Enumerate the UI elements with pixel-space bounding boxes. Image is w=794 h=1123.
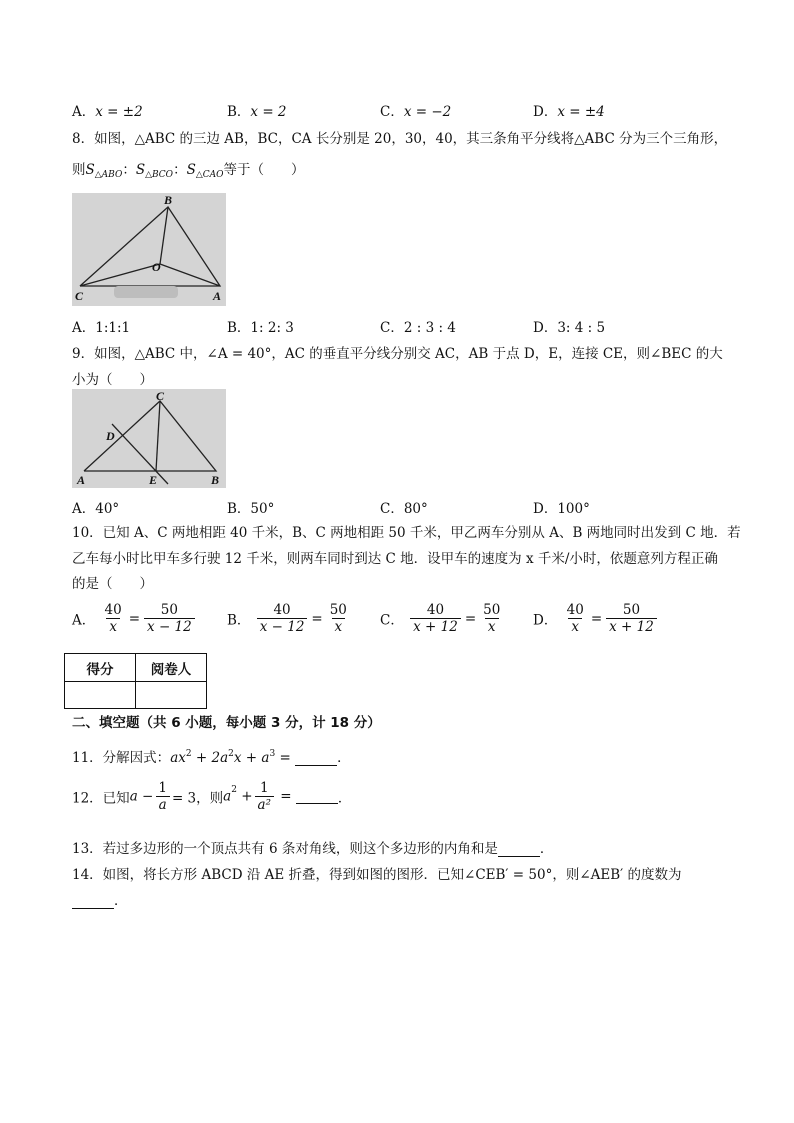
- q8-stem-line2: 则$S_{\triangle ABO}$：$S_{\triangle BCO}$：$S_{\triangle CAO}$等于（ ）: [72, 162, 305, 180]
- q10-d-left-fraction: $\frac{40}{x}$: [566, 602, 584, 635]
- q8-bisector-bo: [160, 207, 168, 264]
- q12-stem: 12．已知a − $\frac{1}{a}$ = 3，则$a^2$ + $\frac{1}{\text{a²}}$ = ．: [72, 780, 352, 813]
- q8-option-d[interactable]: D．3: 4 : 5: [533, 320, 606, 336]
- q9-option-c[interactable]: C．80°: [380, 501, 428, 517]
- q9-stem-line2: 小为（ ）: [72, 372, 153, 388]
- q14-stem-line1: 14．如图，将长方形 ABCD 沿 AE 折叠，得到如图的图形．已知∠CEB′ = 50°，则∠AEB′ 的度数为: [72, 867, 682, 883]
- q9-label-b: B: [211, 473, 220, 487]
- q9-stem-line1: 9．如图，△ABC 中，∠A = 40°，AC 的垂直平分线分别交 AC，AB 于点 D，E，连接 CE，则∠BEC 的大: [72, 346, 723, 362]
- q9-option-b[interactable]: B．50°: [227, 501, 275, 517]
- q10-option-c[interactable]: C． $\frac{40}{x + 12}$ = $\frac{50}{x}$: [380, 602, 505, 635]
- score-table: [64, 653, 207, 709]
- q14-answer-blank[interactable]: [72, 894, 114, 909]
- q9-triangle-abc: [84, 401, 216, 471]
- q8-bisector-ao: [160, 264, 220, 286]
- q13-stem: 13．若过多边形的一个顶点共有 6 条对角线，则这个多边形的内角和是 ．: [72, 841, 554, 857]
- q13-answer-blank[interactable]: [498, 842, 540, 857]
- q10-stem-line1: 10．已知 A、C 两地相距 40 千米，B、C 两地相距 50 千米，甲乙两车分别从 A、B 两地同时出发到 C 地．若: [72, 525, 741, 541]
- q10-option-b[interactable]: B． $\frac{40}{x - 12}$ = $\frac{50}{x}$: [227, 602, 352, 635]
- q9-figure: [72, 389, 226, 488]
- q12-answer-blank[interactable]: [296, 789, 338, 804]
- q9-option-a[interactable]: A．40°: [72, 501, 120, 517]
- q8-label-c: C: [75, 289, 84, 303]
- section-2-title: 二、填空题（共 6 小题，每小题 3 分，计 18 分）: [72, 715, 381, 731]
- q8-figure: [72, 193, 226, 306]
- q8-label-a: A: [213, 289, 222, 303]
- q8-triangle-abc: [80, 207, 220, 286]
- score-entry-cell[interactable]: [65, 682, 136, 709]
- q7-option-d[interactable]: D．x = ±4: [533, 104, 605, 120]
- q10-option-a[interactable]: A． $\frac{40}{x}$ = $\frac{50}{x - 12}$: [72, 602, 197, 635]
- q11-answer-blank[interactable]: [295, 751, 337, 766]
- q10-a-right-fraction: $\frac{50}{x - 12}$: [144, 602, 195, 635]
- score-table-header-row: [65, 654, 207, 682]
- q10-c-right-fraction: $\frac{50}{x}$: [483, 602, 501, 635]
- q8-triangle-diagram: [72, 193, 226, 306]
- q9-segment-ce: [156, 401, 160, 471]
- q8-option-b[interactable]: B．1: 2: 3: [227, 320, 294, 336]
- q10-b-left-fraction: $\frac{40}{x - 12}$: [257, 602, 308, 635]
- q10-a-left-fraction: $\frac{40}{x}$: [104, 602, 122, 635]
- grader-header-cell: 阅卷人: [136, 654, 207, 682]
- score-table-entry-row: [65, 682, 207, 709]
- grader-entry-cell[interactable]: [136, 682, 207, 709]
- q12-fraction-2: $\frac{1}{\text{a²}}$: [255, 780, 274, 813]
- q8-option-a[interactable]: A．1:1:1: [72, 320, 131, 336]
- q14-stem-line2: ．: [72, 889, 128, 909]
- q7-option-b[interactable]: B．x = 2: [227, 104, 287, 120]
- q10-option-d[interactable]: D． $\frac{40}{x}$ = $\frac{50}{x + 12}$: [533, 602, 659, 635]
- q9-option-d[interactable]: D．100°: [533, 501, 590, 517]
- q8-option-c[interactable]: C．2 : 3 : 4: [380, 320, 456, 336]
- q8-smudge: [114, 286, 178, 298]
- q9-label-a: A: [77, 473, 86, 487]
- q11-stem: 11．分解因式：$ax^2 + 2a^2x + a^3$ = ．: [72, 749, 351, 766]
- q8-stem-line1: 8．如图，△ABC 的三边 AB，BC，CA 长分别是 20，30，40，其三条角平分线将△ABC 分为三个三角形，: [72, 131, 728, 147]
- q7-option-a[interactable]: A．x = ±2: [72, 104, 143, 120]
- q10-stem-line3: 的是（ ）: [72, 576, 153, 592]
- q10-b-right-fraction: $\frac{50}{x}$: [329, 602, 347, 635]
- q7-option-c[interactable]: C．x = −2: [380, 104, 452, 120]
- q10-d-right-fraction: $\frac{50}{x + 12}$: [606, 602, 657, 635]
- q9-triangle-diagram: [72, 389, 226, 488]
- q10-c-left-fraction: $\frac{40}{x + 12}$: [410, 602, 461, 635]
- q8-label-o: O: [152, 260, 161, 274]
- score-header-cell: 得分: [65, 654, 136, 682]
- q9-label-c: C: [156, 389, 165, 403]
- q10-stem-line2: 乙车每小时比甲车多行驶 12 千米，则两车同时到达 C 地．设甲车的速度为 x 千米/小时，依题意列方程正确: [72, 551, 718, 567]
- q8-label-b: B: [164, 193, 173, 207]
- q12-fraction-1: $\frac{1}{a}$: [155, 780, 170, 813]
- q9-label-e: E: [149, 473, 158, 487]
- q9-perpendicular-bisector: [112, 424, 168, 484]
- q9-label-d: D: [106, 429, 115, 443]
